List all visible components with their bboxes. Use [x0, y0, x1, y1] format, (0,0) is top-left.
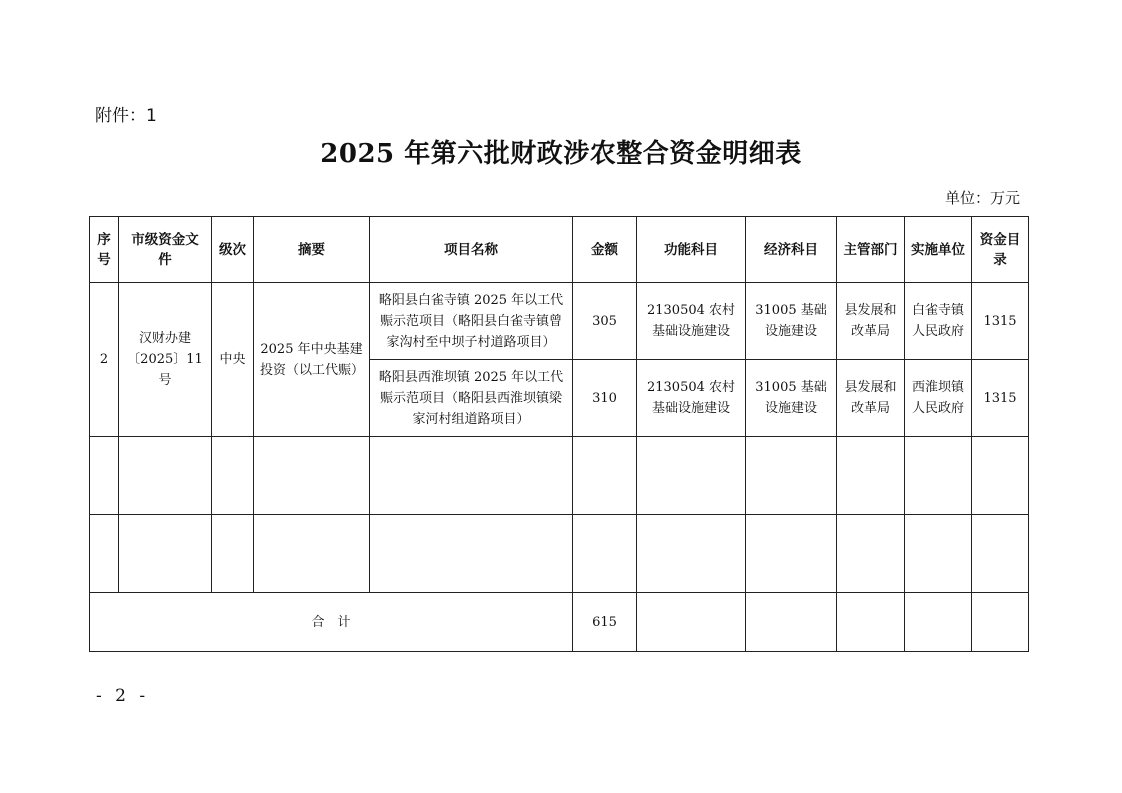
funds-detail-table [89, 216, 1029, 652]
empty-cell [637, 515, 746, 593]
empty-cell [573, 437, 637, 515]
empty-cell [972, 437, 1029, 515]
cell-level: 中央 [212, 283, 254, 437]
cell-project: 略阳县西淮坝镇 2025 年以工代赈示范项目（略阳县西淮坝镇梁家河村组道路项目） [370, 360, 573, 437]
cell-economic-subject: 31005 基础设施建设 [746, 283, 837, 360]
empty-cell [90, 515, 119, 593]
header-cell-level: 级次 [212, 217, 254, 283]
empty-cell [119, 515, 212, 593]
empty-cell [746, 593, 837, 652]
empty-cell [119, 437, 212, 515]
empty-table-row [90, 437, 1029, 515]
empty-cell [212, 515, 254, 593]
header-cell-department: 主管部门 [837, 217, 905, 283]
cell-department: 县发展和改革局 [837, 283, 905, 360]
header-cell-index: 序号 [90, 217, 119, 283]
header-cell-project: 项目名称 [370, 217, 573, 283]
header-cell-unit: 实施单位 [905, 217, 972, 283]
cell-catalog: 1315 [972, 283, 1029, 360]
empty-cell [573, 515, 637, 593]
cell-function-subject: 2130504 农村基础设施建设 [637, 360, 746, 437]
empty-cell [212, 437, 254, 515]
table-row [90, 283, 1029, 360]
page-title: 2025 年第六批财政涉农整合资金明细表 [320, 139, 802, 169]
empty-cell [837, 515, 905, 593]
header-cell-amount: 金额 [573, 217, 637, 283]
cell-document: 汉财办建〔2025〕11 号 [119, 283, 212, 437]
total-amount: 615 [573, 593, 637, 652]
table-header-row [90, 217, 1029, 283]
empty-cell [972, 593, 1029, 652]
header-cell-summary: 摘要 [254, 217, 370, 283]
header-cell-catalog: 资金目录 [972, 217, 1029, 283]
header-cell-function-subject: 功能科目 [637, 217, 746, 283]
empty-cell [837, 593, 905, 652]
cell-summary: 2025 年中央基建投资（以工代赈） [254, 283, 370, 437]
cell-index: 2 [90, 283, 119, 437]
empty-cell [254, 515, 370, 593]
page-number: - 2 - [96, 686, 150, 706]
empty-cell [972, 515, 1029, 593]
empty-cell [905, 593, 972, 652]
cell-unit: 白雀寺镇人民政府 [905, 283, 972, 360]
empty-cell [370, 437, 573, 515]
total-label: 合 计 [90, 593, 573, 652]
empty-cell [746, 437, 837, 515]
empty-cell [637, 593, 746, 652]
empty-cell [90, 437, 119, 515]
empty-table-row [90, 515, 1029, 593]
total-row [90, 593, 1029, 652]
cell-department: 县发展和改革局 [837, 360, 905, 437]
header-cell-economic-subject: 经济科目 [746, 217, 837, 283]
empty-cell [837, 437, 905, 515]
empty-cell [905, 515, 972, 593]
cell-amount: 310 [573, 360, 637, 437]
attachment-label: 附件：1 [95, 106, 157, 126]
cell-catalog: 1315 [972, 360, 1029, 437]
empty-cell [905, 437, 972, 515]
empty-cell [637, 437, 746, 515]
empty-cell [254, 437, 370, 515]
unit-label: 单位：万元 [944, 189, 1020, 207]
cell-project: 略阳县白雀寺镇 2025 年以工代赈示范项目（略阳县白雀寺镇曾家沟村至中坝子村道路项目） [370, 283, 573, 360]
cell-amount: 305 [573, 283, 637, 360]
cell-function-subject: 2130504 农村基础设施建设 [637, 283, 746, 360]
empty-cell [370, 515, 573, 593]
header-cell-document: 市级资金文件 [119, 217, 212, 283]
cell-economic-subject: 31005 基础设施建设 [746, 360, 837, 437]
empty-cell [746, 515, 837, 593]
cell-unit: 西淮坝镇人民政府 [905, 360, 972, 437]
